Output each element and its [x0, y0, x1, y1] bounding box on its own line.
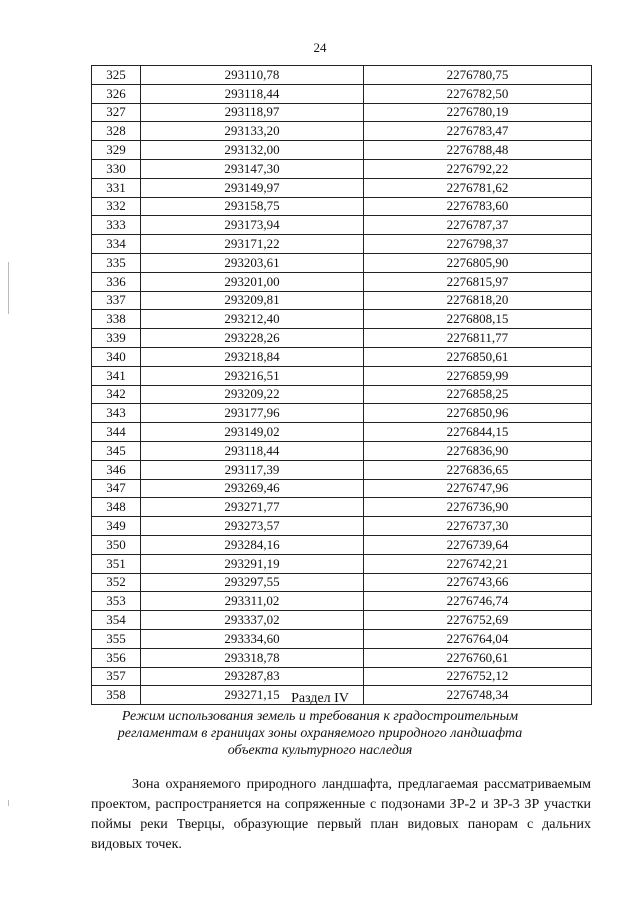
table-row	[92, 216, 592, 235]
point-number-cell: 332	[92, 197, 141, 216]
x-coordinate-cell: 293177,96	[141, 404, 364, 423]
point-number-cell: 340	[92, 347, 141, 366]
y-coordinate-cell: 2276746,74	[364, 592, 592, 611]
x-coordinate-cell: 293318,78	[141, 648, 364, 667]
y-coordinate-cell: 2276788,48	[364, 141, 592, 160]
table-row	[92, 159, 592, 178]
point-number-cell: 344	[92, 423, 141, 442]
table-row	[92, 272, 592, 291]
y-coordinate-cell: 2276850,61	[364, 347, 592, 366]
x-coordinate-cell: 293201,00	[141, 272, 364, 291]
x-coordinate-cell: 293297,55	[141, 573, 364, 592]
y-coordinate-cell: 2276743,66	[364, 573, 592, 592]
point-number-cell: 352	[92, 573, 141, 592]
point-number-cell: 347	[92, 479, 141, 498]
point-number-cell: 353	[92, 592, 141, 611]
table-row	[92, 479, 592, 498]
table-row	[92, 84, 592, 103]
x-coordinate-cell: 293212,40	[141, 310, 364, 329]
point-number-cell: 343	[92, 404, 141, 423]
table-row	[92, 460, 592, 479]
point-number-cell: 354	[92, 611, 141, 630]
point-number-cell: 328	[92, 122, 141, 141]
x-coordinate-cell: 293337,02	[141, 611, 364, 630]
table-row	[92, 103, 592, 122]
body-paragraph: Зона охраняемого природного ландшафта, предлагаемая рассматриваемым проектом, распространяется на сопряженные с подзонами ЗР-2 и ЗР-3 ЗР участки поймы реки Тверцы, образующие первый план видовых панорам с дальних видовых точек.	[91, 777, 591, 852]
point-number-cell: 341	[92, 366, 141, 385]
table-row	[92, 329, 592, 348]
x-coordinate-cell: 293269,46	[141, 479, 364, 498]
point-number-cell: 325	[92, 66, 141, 85]
section-subtitle	[60, 708, 580, 759]
y-coordinate-cell: 2276783,60	[364, 197, 592, 216]
table-row	[92, 629, 592, 648]
y-coordinate-cell: 2276811,77	[364, 329, 592, 348]
point-number-cell: 350	[92, 535, 141, 554]
table-row	[92, 404, 592, 423]
table-row	[92, 66, 592, 85]
y-coordinate-cell: 2276858,25	[364, 385, 592, 404]
table-row	[92, 648, 592, 667]
x-coordinate-cell: 293118,44	[141, 84, 364, 103]
y-coordinate-cell: 2276781,62	[364, 178, 592, 197]
point-number-cell: 355	[92, 629, 141, 648]
table-row	[92, 441, 592, 460]
x-coordinate-cell: 293147,30	[141, 159, 364, 178]
y-coordinate-cell: 2276748,34	[364, 686, 592, 705]
point-number-cell: 331	[92, 178, 141, 197]
table-row	[92, 253, 592, 272]
x-coordinate-cell: 293271,77	[141, 498, 364, 517]
table-row	[92, 498, 592, 517]
point-number-cell: 351	[92, 554, 141, 573]
x-coordinate-cell: 293133,20	[141, 122, 364, 141]
table-row	[92, 611, 592, 630]
x-coordinate-cell: 293334,60	[141, 629, 364, 648]
y-coordinate-cell: 2276808,15	[364, 310, 592, 329]
section-subtitle-line: объекта культурного наследия	[227, 743, 413, 758]
section-title: Раздел IV	[291, 691, 349, 706]
y-coordinate-cell: 2276798,37	[364, 235, 592, 254]
y-coordinate-cell: 2276844,15	[364, 423, 592, 442]
table-row	[92, 573, 592, 592]
x-coordinate-cell: 293284,16	[141, 535, 364, 554]
y-coordinate-cell: 2276752,69	[364, 611, 592, 630]
point-number-cell: 329	[92, 141, 141, 160]
y-coordinate-cell: 2276850,96	[364, 404, 592, 423]
x-coordinate-cell: 293228,26	[141, 329, 364, 348]
point-number-cell: 349	[92, 517, 141, 536]
point-number-cell: 338	[92, 310, 141, 329]
table-row	[92, 122, 592, 141]
table-row	[92, 667, 592, 686]
x-coordinate-cell: 293171,22	[141, 235, 364, 254]
y-coordinate-cell: 2276782,50	[364, 84, 592, 103]
x-coordinate-cell: 293209,22	[141, 385, 364, 404]
table-row	[92, 366, 592, 385]
x-coordinate-cell: 293117,39	[141, 460, 364, 479]
x-coordinate-cell: 293118,44	[141, 441, 364, 460]
point-number-cell: 335	[92, 253, 141, 272]
table-row	[92, 535, 592, 554]
point-number-cell: 337	[92, 291, 141, 310]
point-number-cell: 342	[92, 385, 141, 404]
point-number-cell: 334	[92, 235, 141, 254]
y-coordinate-cell: 2276742,21	[364, 554, 592, 573]
x-coordinate-cell: 293118,97	[141, 103, 364, 122]
x-coordinate-cell: 293149,02	[141, 423, 364, 442]
table-row	[92, 517, 592, 536]
x-coordinate-cell: 293271,15	[141, 686, 364, 705]
x-coordinate-cell: 293209,81	[141, 291, 364, 310]
x-coordinate-cell: 293216,51	[141, 366, 364, 385]
coordinates-table	[91, 65, 592, 705]
point-number-cell: 336	[92, 272, 141, 291]
point-number-cell: 330	[92, 159, 141, 178]
table-row	[92, 592, 592, 611]
table-row	[92, 291, 592, 310]
point-number-cell: 345	[92, 441, 141, 460]
x-coordinate-cell: 293203,61	[141, 253, 364, 272]
y-coordinate-cell: 2276760,61	[364, 648, 592, 667]
x-coordinate-cell: 293158,75	[141, 197, 364, 216]
point-number-cell: 357	[92, 667, 141, 686]
table-row	[92, 197, 592, 216]
x-coordinate-cell: 293287,83	[141, 667, 364, 686]
section-subtitle-line: Режим использования земель и требования к градостроительным	[121, 709, 519, 724]
x-coordinate-cell: 293149,97	[141, 178, 364, 197]
y-coordinate-cell: 2276736,90	[364, 498, 592, 517]
point-number-cell: 327	[92, 103, 141, 122]
y-coordinate-cell: 2276836,90	[364, 441, 592, 460]
margin-mark	[8, 800, 9, 806]
point-number-cell: 346	[92, 460, 141, 479]
table-row	[92, 423, 592, 442]
table-row	[92, 385, 592, 404]
margin-mark	[8, 262, 9, 314]
y-coordinate-cell: 2276815,97	[364, 272, 592, 291]
x-coordinate-cell: 293273,57	[141, 517, 364, 536]
coordinates-table-body	[92, 66, 592, 705]
point-number-cell: 333	[92, 216, 141, 235]
point-number-cell: 339	[92, 329, 141, 348]
x-coordinate-cell: 293218,84	[141, 347, 364, 366]
y-coordinate-cell: 2276739,64	[364, 535, 592, 554]
y-coordinate-cell: 2276783,47	[364, 122, 592, 141]
y-coordinate-cell: 2276737,30	[364, 517, 592, 536]
x-coordinate-cell: 293291,19	[141, 554, 364, 573]
y-coordinate-cell: 2276859,99	[364, 366, 592, 385]
x-coordinate-cell: 293132,00	[141, 141, 364, 160]
point-number-cell: 356	[92, 648, 141, 667]
section-subtitle-line: регламентам в границах зоны охраняемого природного ландшафта	[117, 726, 523, 741]
y-coordinate-cell: 2276747,96	[364, 479, 592, 498]
x-coordinate-cell: 293110,78	[141, 66, 364, 85]
y-coordinate-cell: 2276787,37	[364, 216, 592, 235]
point-number-cell: 326	[92, 84, 141, 103]
y-coordinate-cell: 2276764,04	[364, 629, 592, 648]
y-coordinate-cell: 2276836,65	[364, 460, 592, 479]
page-number: 24	[313, 40, 327, 55]
y-coordinate-cell: 2276752,12	[364, 667, 592, 686]
y-coordinate-cell: 2276780,19	[364, 103, 592, 122]
table-row	[92, 554, 592, 573]
point-number-cell: 348	[92, 498, 141, 517]
table-row	[92, 141, 592, 160]
point-number-cell: 358	[92, 686, 141, 705]
y-coordinate-cell: 2276792,22	[364, 159, 592, 178]
table-row	[92, 235, 592, 254]
y-coordinate-cell: 2276805,90	[364, 253, 592, 272]
table-row	[92, 310, 592, 329]
x-coordinate-cell: 293311,02	[141, 592, 364, 611]
x-coordinate-cell: 293173,94	[141, 216, 364, 235]
y-coordinate-cell: 2276780,75	[364, 66, 592, 85]
table-row	[92, 178, 592, 197]
y-coordinate-cell: 2276818,20	[364, 291, 592, 310]
section-heading	[60, 690, 580, 759]
table-row	[92, 347, 592, 366]
